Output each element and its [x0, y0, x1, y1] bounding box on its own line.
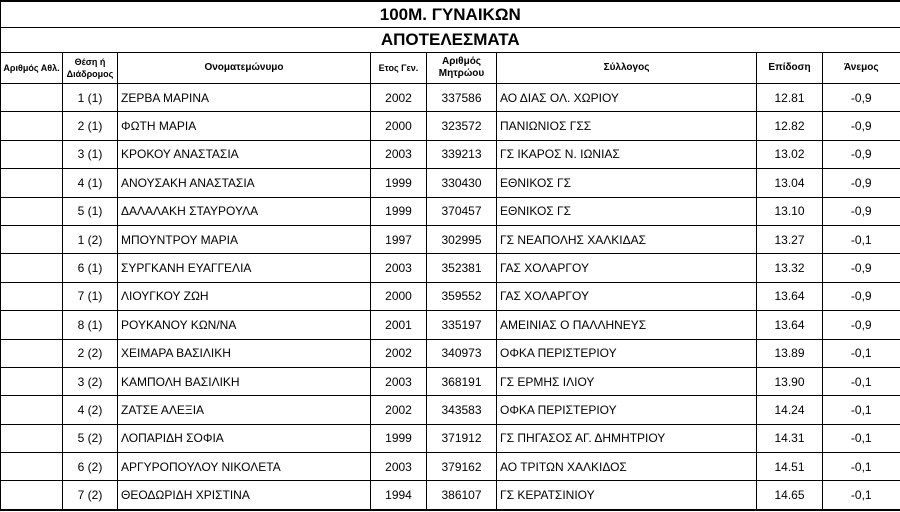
cell-name: ΣΥΡΓΚΑΝΗ ΕΥΑΓΓΕΛΙΑ: [118, 254, 371, 282]
cell-wind: -0,9: [823, 112, 900, 140]
cell-birth-year: 2002: [371, 396, 427, 424]
cell-club: ΑΜΕΙΝΙΑΣ Ο ΠΑΛΛΗΝΕΥΣ: [497, 311, 757, 339]
cell-club: ΓΑΣ ΧΟΛΑΡΓΟΥ: [497, 282, 757, 310]
cell-registry: 370457: [427, 197, 497, 225]
cell-name: ΡΟΥΚΑΝΟΥ ΚΩΝ/ΝΑ: [118, 311, 371, 339]
cell-club: ΟΦΚΑ ΠΕΡΙΣΤΕΡΙΟΥ: [497, 396, 757, 424]
header-registry: [427, 53, 497, 84]
cell-name: ΛΟΠΑΡΙΔΗ ΣΟΦΙΑ: [118, 424, 371, 452]
header-athlete-no: Αριθμός Αθλ.: [1, 53, 63, 84]
cell-athlete-no: [1, 254, 63, 282]
table-row: [1, 396, 900, 424]
cell-birth-year: 2000: [371, 282, 427, 310]
header-birth-year: Ετος Γεν.: [371, 53, 427, 84]
cell-wind: -0,1: [823, 396, 900, 424]
header-wind: Άνεμος: [823, 53, 900, 84]
cell-birth-year: 1999: [371, 197, 427, 225]
cell-position: 5 (1): [63, 197, 118, 225]
cell-position: 1 (2): [63, 225, 118, 253]
header-registry-line1: Αριθμός: [441, 56, 482, 67]
cell-performance: 13.02: [757, 140, 823, 168]
cell-performance: 14.65: [757, 481, 823, 510]
cell-performance: 14.31: [757, 424, 823, 452]
cell-wind: -0,9: [823, 197, 900, 225]
cell-position: 3 (2): [63, 367, 118, 395]
cell-club: ΑΟ ΤΡΙΤΩΝ ΧΑΛΚΙΔΟΣ: [497, 453, 757, 481]
header-position-line2: Διάδρομος: [66, 69, 114, 79]
cell-wind: -0,9: [823, 84, 900, 112]
header-registry-line2: Μητρώου: [438, 68, 485, 79]
cell-performance: 13.64: [757, 282, 823, 310]
cell-name: ΜΠΟΥΝΤΡΟΥ ΜΑΡΙΑ: [118, 225, 371, 253]
cell-registry: 337586: [427, 84, 497, 112]
cell-birth-year: 2002: [371, 84, 427, 112]
cell-name: ΑΡΓΥΡΟΠΟΥΛΟΥ ΝΙΚΟΛΕΤΑ: [118, 453, 371, 481]
cell-club: ΑΟ ΔΙΑΣ ΟΛ. ΧΩΡΙΟΥ: [497, 84, 757, 112]
cell-birth-year: 1999: [371, 169, 427, 197]
cell-club: ΟΦΚΑ ΠΕΡΙΣΤΕΡΙΟΥ: [497, 339, 757, 367]
table-row: [1, 84, 900, 112]
cell-registry: 379162: [427, 453, 497, 481]
cell-performance: 13.10: [757, 197, 823, 225]
header-position-line1: Θέση ή: [74, 57, 106, 67]
table-row: [1, 367, 900, 395]
cell-registry: 386107: [427, 481, 497, 510]
cell-position: 8 (1): [63, 311, 118, 339]
event-title: 100Μ. ΓΥΝΑΙΚΩΝ: [1, 1, 900, 28]
cell-position: 7 (1): [63, 282, 118, 310]
cell-name: ΑΝΟΥΣΑΚΗ ΑΝΑΣΤΑΣΙΑ: [118, 169, 371, 197]
cell-position: 3 (1): [63, 140, 118, 168]
header-performance: Επίδοση: [757, 53, 823, 84]
cell-registry: 335197: [427, 311, 497, 339]
cell-position: 4 (1): [63, 169, 118, 197]
cell-position: 5 (2): [63, 424, 118, 452]
cell-performance: 12.82: [757, 112, 823, 140]
cell-name: ΛΙΟΥΓΚΟΥ ΖΩΗ: [118, 282, 371, 310]
cell-name: ΧΕΙΜΑΡΑ ΒΑΣΙΛΙΚΗ: [118, 339, 371, 367]
cell-wind: -0,1: [823, 481, 900, 510]
table-row: [1, 453, 900, 481]
cell-wind: -0,9: [823, 169, 900, 197]
cell-performance: 13.89: [757, 339, 823, 367]
cell-position: 2 (1): [63, 112, 118, 140]
cell-birth-year: 2003: [371, 254, 427, 282]
cell-athlete-no: [1, 140, 63, 168]
cell-wind: -0,9: [823, 282, 900, 310]
cell-wind: -0,1: [823, 424, 900, 452]
cell-club: ΓΣ ΝΕΑΠΟΛΗΣ ΧΑΛΚΙΔΑΣ: [497, 225, 757, 253]
cell-athlete-no: [1, 453, 63, 481]
table-row: [1, 169, 900, 197]
cell-performance: 13.04: [757, 169, 823, 197]
cell-birth-year: 2001: [371, 311, 427, 339]
cell-position: 7 (2): [63, 481, 118, 510]
cell-athlete-no: [1, 197, 63, 225]
cell-registry: 339213: [427, 140, 497, 168]
cell-athlete-no: [1, 367, 63, 395]
table-row: [1, 225, 900, 253]
cell-registry: 343583: [427, 396, 497, 424]
cell-performance: 14.24: [757, 396, 823, 424]
cell-athlete-no: [1, 282, 63, 310]
cell-club: ΕΘΝΙΚΟΣ ΓΣ: [497, 197, 757, 225]
cell-registry: 323572: [427, 112, 497, 140]
cell-name: ΖΕΡΒΑ ΜΑΡΙΝΑ: [118, 84, 371, 112]
cell-club: ΓΣ ΙΚΑΡΟΣ Ν. ΙΩΝΙΑΣ: [497, 140, 757, 168]
cell-performance: 13.32: [757, 254, 823, 282]
cell-position: 6 (1): [63, 254, 118, 282]
cell-birth-year: 1994: [371, 481, 427, 510]
cell-name: ΔΑΛΑΛΑΚΗ ΣΤΑΥΡΟΥΛΑ: [118, 197, 371, 225]
table-row: [1, 197, 900, 225]
cell-name: ΘΕΟΔΩΡΙΔΗ ΧΡΙΣΤΙΝΑ: [118, 481, 371, 510]
cell-athlete-no: [1, 112, 63, 140]
cell-registry: 371912: [427, 424, 497, 452]
cell-position: 1 (1): [63, 84, 118, 112]
cell-athlete-no: [1, 339, 63, 367]
table-row: [1, 339, 900, 367]
cell-registry: 359552: [427, 282, 497, 310]
table-row: [1, 254, 900, 282]
table-row: [1, 481, 900, 510]
cell-name: ΖΑΤΣΕ ΑΛΕΞΙΑ: [118, 396, 371, 424]
cell-registry: 368191: [427, 367, 497, 395]
cell-athlete-no: [1, 481, 63, 510]
cell-athlete-no: [1, 225, 63, 253]
cell-performance: 13.90: [757, 367, 823, 395]
cell-athlete-no: [1, 169, 63, 197]
cell-registry: 330430: [427, 169, 497, 197]
cell-club: ΓΣ ΚΕΡΑΤΣΙΝΙΟΥ: [497, 481, 757, 510]
cell-wind: -0,1: [823, 453, 900, 481]
cell-name: ΚΡΟΚΟΥ ΑΝΑΣΤΑΣΙΑ: [118, 140, 371, 168]
cell-birth-year: 1999: [371, 424, 427, 452]
cell-wind: -0,9: [823, 140, 900, 168]
table-row: [1, 140, 900, 168]
cell-wind: -0,1: [823, 225, 900, 253]
header-position: [63, 53, 118, 84]
cell-birth-year: 2003: [371, 453, 427, 481]
cell-athlete-no: [1, 396, 63, 424]
table-row: [1, 282, 900, 310]
cell-wind: -0,9: [823, 254, 900, 282]
cell-wind: -0,1: [823, 367, 900, 395]
cell-club: ΓΑΣ ΧΟΛΑΡΓΟΥ: [497, 254, 757, 282]
cell-name: ΚΑΜΠΟΛΗ ΒΑΣΙΛΙΚΗ: [118, 367, 371, 395]
cell-club: ΠΑΝΙΩΝΙΟΣ ΓΣΣ: [497, 112, 757, 140]
cell-birth-year: 2000: [371, 112, 427, 140]
cell-position: 6 (2): [63, 453, 118, 481]
cell-performance: 12.81: [757, 84, 823, 112]
cell-wind: -0,9: [823, 311, 900, 339]
cell-club: ΓΣ ΕΡΜΗΣ ΙΛΙΟΥ: [497, 367, 757, 395]
results-subtitle: ΑΠΟΤΕΛΕΣΜΑΤΑ: [1, 28, 900, 53]
cell-registry: 302995: [427, 225, 497, 253]
cell-performance: 13.64: [757, 311, 823, 339]
header-club: Σύλλογος: [497, 53, 757, 84]
cell-position: 2 (2): [63, 339, 118, 367]
cell-birth-year: 2002: [371, 339, 427, 367]
cell-club: ΓΣ ΠΗΓΑΣΟΣ ΑΓ. ΔΗΜΗΤΡΙΟΥ: [497, 424, 757, 452]
cell-athlete-no: [1, 424, 63, 452]
cell-performance: 14.51: [757, 453, 823, 481]
cell-performance: 13.27: [757, 225, 823, 253]
cell-athlete-no: [1, 84, 63, 112]
table-row: [1, 424, 900, 452]
header-full-name: Ονοματεμώνυμο: [118, 53, 371, 84]
table-row: [1, 112, 900, 140]
column-header-row: [1, 53, 900, 84]
cell-position: 4 (2): [63, 396, 118, 424]
cell-registry: 340973: [427, 339, 497, 367]
table-row: [1, 311, 900, 339]
cell-birth-year: 1997: [371, 225, 427, 253]
cell-birth-year: 2003: [371, 140, 427, 168]
cell-name: ΦΩΤΗ ΜΑΡΙΑ: [118, 112, 371, 140]
cell-registry: 352381: [427, 254, 497, 282]
cell-birth-year: 2003: [371, 367, 427, 395]
cell-club: ΕΘΝΙΚΟΣ ΓΣ: [497, 169, 757, 197]
cell-wind: -0,1: [823, 339, 900, 367]
cell-athlete-no: [1, 311, 63, 339]
